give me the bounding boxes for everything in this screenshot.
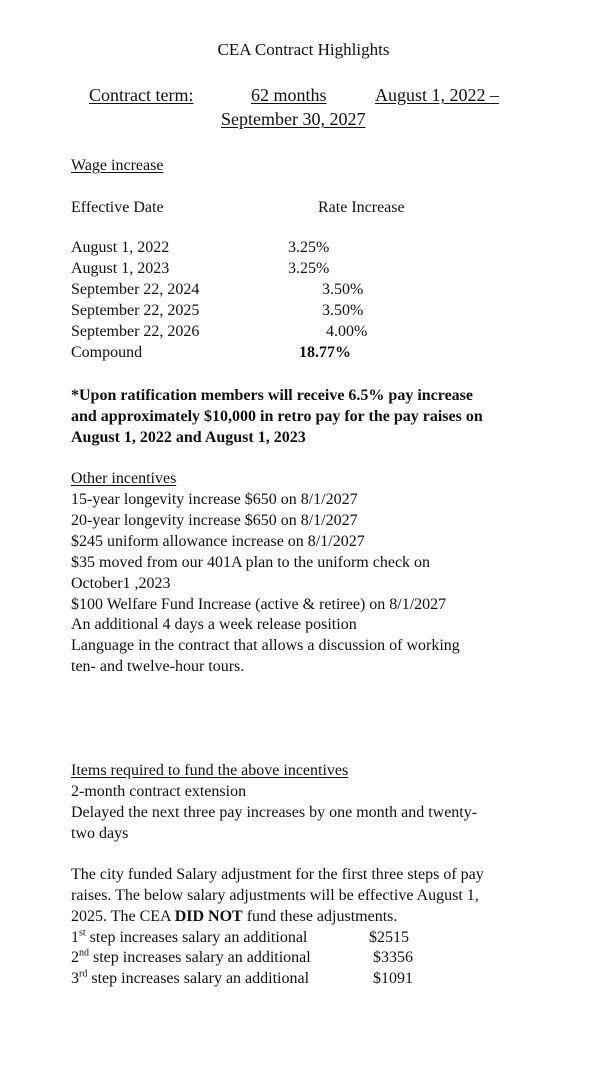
incentive-line: An additional 4 days a week release position: [71, 616, 357, 633]
did-not-emphasis: DID NOT: [174, 908, 243, 925]
wage-row-date: September 22, 2025: [71, 302, 200, 319]
effective-date-header: Effective Date: [71, 199, 164, 216]
funding-item-line: Delayed the next three pay increases by one month and twenty-: [71, 804, 478, 821]
compound-value: 18.77%: [299, 344, 351, 361]
funding-item-line: two days: [71, 825, 129, 842]
step-number: 3: [71, 970, 79, 987]
city-funded-line: The city funded Salary adjustment for the first three steps of pay: [71, 866, 484, 883]
page-title: CEA Contract Highlights: [217, 40, 390, 59]
step-amount: $2515: [369, 929, 409, 946]
incentive-line: 15-year longevity increase $650 on 8/1/2027: [71, 491, 358, 508]
incentive-line: October1 ,2023: [71, 575, 171, 592]
wage-row-date: August 1, 2023: [71, 260, 170, 277]
step-ordinal: st: [79, 927, 86, 939]
contract-term-start: August 1, 2022 –: [375, 85, 500, 105]
incentive-line: Language in the contract that allows a discussion of working: [71, 637, 460, 654]
incentive-line: $35 moved from our 401A plan to the uniform check on: [71, 554, 431, 571]
step-line: [71, 927, 307, 948]
step-number: 1: [71, 929, 79, 946]
wage-row-rate: 3.25%: [288, 239, 330, 256]
city-funded-line-post: fund these adjustments.: [242, 908, 398, 925]
step-amount: $3356: [373, 949, 413, 966]
wage-row-rate: 3.50%: [322, 302, 364, 319]
incentive-line: ten- and twelve-hour tours.: [71, 658, 245, 675]
incentive-line: $245 uniform allowance increase on 8/1/2027: [71, 533, 365, 550]
step-line: [71, 968, 309, 989]
ratification-note-line: and approximately $10,000 in retro pay for the pay raises on: [71, 408, 483, 425]
wage-row-date: September 22, 2024: [71, 281, 200, 298]
rate-increase-header: Rate Increase: [318, 199, 405, 216]
contract-term-label: Contract term:: [89, 85, 194, 105]
step-number: 2: [71, 949, 79, 966]
wage-row-rate: 4.00%: [326, 323, 368, 340]
other-incentives-heading: Other incentives: [71, 470, 177, 487]
wage-row-rate: 3.25%: [288, 260, 330, 277]
compound-label: Compound: [71, 344, 143, 361]
step-text: step increases salary an additional: [85, 929, 308, 946]
contract-term-end: September 30, 2027: [221, 109, 366, 129]
step-text: step increases salary an additional: [89, 949, 311, 966]
step-ordinal: nd: [79, 947, 89, 959]
step-ordinal: rd: [79, 968, 88, 980]
funding-items-heading: Items required to fund the above incentives: [71, 762, 349, 779]
city-funded-line: [71, 906, 397, 927]
city-funded-line-pre: 2025. The CEA: [71, 908, 175, 925]
wage-increase-heading: Wage increase: [71, 157, 164, 174]
ratification-note-line: *Upon ratification members will receive 6.5% pay increase: [71, 387, 473, 404]
incentive-line: 20-year longevity increase $650 on 8/1/2027: [71, 512, 358, 529]
funding-item-line: 2-month contract extension: [71, 783, 247, 800]
city-funded-line: raises. The below salary adjustments will be effective August 1,: [71, 887, 479, 904]
contract-term-length: 62 months: [251, 85, 327, 105]
step-amount: $1091: [373, 970, 413, 987]
incentive-line: $100 Welfare Fund Increase (active & retiree) on 8/1/2027: [71, 596, 447, 613]
wage-row-date: September 22, 2026: [71, 323, 200, 340]
wage-row-rate: 3.50%: [322, 281, 364, 298]
step-text: step increases salary an additional: [87, 970, 310, 987]
wage-row-date: August 1, 2022: [71, 239, 170, 256]
step-line: [71, 947, 311, 968]
ratification-note-line: August 1, 2022 and August 1, 2023: [71, 429, 306, 446]
